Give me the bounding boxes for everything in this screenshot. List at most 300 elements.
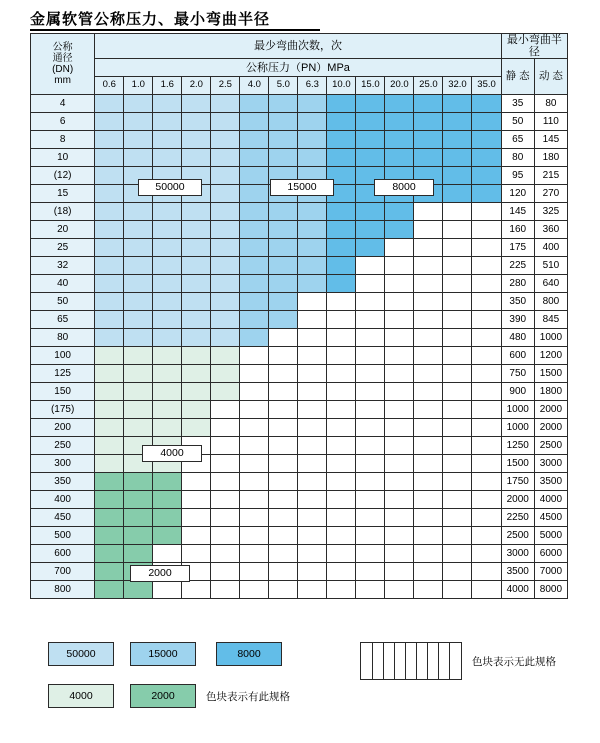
table-row <box>31 365 568 383</box>
bend-cycle-cell <box>95 437 124 455</box>
bend-cycle-cell <box>153 473 182 491</box>
bend-cycle-cell <box>153 329 182 347</box>
bend-cycle-cell <box>298 131 327 149</box>
bend-cycle-cell <box>211 275 240 293</box>
bend-cycle-cell <box>124 239 153 257</box>
pressure-col-header: 6.3 <box>298 77 327 95</box>
bend-cycle-cell <box>356 131 385 149</box>
bend-cycle-cell <box>356 437 385 455</box>
bend-cycle-cell <box>182 581 211 599</box>
static-radius-value: 280 <box>501 275 534 293</box>
bend-cycle-cell <box>385 221 414 239</box>
bend-cycle-cell <box>443 167 472 185</box>
bend-cycle-cell <box>385 491 414 509</box>
dynamic-radius-value: 325 <box>534 203 567 221</box>
bend-cycle-cell <box>327 455 356 473</box>
bend-cycle-cell <box>211 347 240 365</box>
static-radius-value: 2500 <box>501 527 534 545</box>
bend-cycle-cell <box>124 527 153 545</box>
bend-cycle-cell <box>385 383 414 401</box>
bend-cycle-cell <box>414 527 443 545</box>
dn-value: 500 <box>31 527 95 545</box>
pressure-col-header: 15.0 <box>356 77 385 95</box>
legend-swatch-8000: 8000 <box>216 642 282 666</box>
bend-cycle-cell <box>211 491 240 509</box>
bend-cycle-cell <box>124 419 153 437</box>
bend-cycle-cell <box>443 221 472 239</box>
bend-cycle-cell <box>356 527 385 545</box>
bend-cycle-cell <box>211 131 240 149</box>
bend-cycle-cell <box>298 347 327 365</box>
bend-cycle-cell <box>269 257 298 275</box>
bend-cycle-cell <box>240 185 269 203</box>
pressure-col-header: 25.0 <box>414 77 443 95</box>
bend-cycle-cell <box>356 95 385 113</box>
bend-cycle-cell <box>472 167 501 185</box>
bend-cycle-cell <box>153 347 182 365</box>
bend-cycle-cell <box>269 527 298 545</box>
static-radius-value: 750 <box>501 365 534 383</box>
spec-table-wrap <box>30 33 568 599</box>
static-radius-value: 4000 <box>501 581 534 599</box>
bend-cycle-cell <box>443 293 472 311</box>
pressure-col-header: 1.6 <box>153 77 182 95</box>
bend-cycle-cell <box>414 437 443 455</box>
bend-cycle-cell <box>95 347 124 365</box>
bend-cycle-cell <box>443 527 472 545</box>
bend-cycle-cell <box>269 95 298 113</box>
dn-value: 125 <box>31 365 95 383</box>
bend-cycle-cell <box>472 455 501 473</box>
table-row <box>31 95 568 113</box>
static-radius-value: 1000 <box>501 419 534 437</box>
bend-cycle-cell <box>153 257 182 275</box>
bend-cycle-cell <box>211 221 240 239</box>
bend-cycle-cell <box>385 203 414 221</box>
dn-value: 6 <box>31 113 95 131</box>
dynamic-radius-value: 800 <box>534 293 567 311</box>
pressure-col-header: 2.0 <box>182 77 211 95</box>
bend-cycle-cell <box>327 311 356 329</box>
bend-cycle-cell <box>153 113 182 131</box>
dn-label-line-3: (DN) <box>52 64 74 76</box>
table-row <box>31 275 568 293</box>
bend-cycle-cell <box>153 293 182 311</box>
bend-cycle-cell <box>385 563 414 581</box>
bend-cycle-cell <box>95 131 124 149</box>
bend-cycle-cell <box>443 545 472 563</box>
table-header-row-2 <box>31 59 568 77</box>
bend-cycle-cell <box>182 473 211 491</box>
bend-cycle-cell <box>240 401 269 419</box>
bend-cycle-cell <box>240 95 269 113</box>
dn-value: 350 <box>31 473 95 491</box>
bend-cycle-cell <box>298 563 327 581</box>
bend-cycle-cell <box>298 329 327 347</box>
bend-cycle-cell <box>327 365 356 383</box>
bend-cycle-cell <box>124 293 153 311</box>
bend-cycle-cell <box>124 257 153 275</box>
radius-static-header: 静 态 <box>501 59 534 95</box>
bend-cycle-cell <box>472 293 501 311</box>
dn-value: 250 <box>31 437 95 455</box>
static-radius-value: 1000 <box>501 401 534 419</box>
bend-cycle-cell <box>472 311 501 329</box>
bend-cycle-cell <box>95 491 124 509</box>
static-radius-value: 390 <box>501 311 534 329</box>
bend-cycle-cell <box>153 275 182 293</box>
bend-cycle-cell <box>153 419 182 437</box>
static-radius-value: 65 <box>501 131 534 149</box>
bend-cycle-cell <box>153 131 182 149</box>
table-row <box>31 455 568 473</box>
bend-cycle-cell <box>385 455 414 473</box>
bend-cycle-cell <box>240 473 269 491</box>
bend-cycle-cell <box>269 311 298 329</box>
inline-label-15000: 15000 <box>270 179 334 196</box>
bend-cycle-cell <box>153 221 182 239</box>
bend-cycle-cell <box>95 527 124 545</box>
dynamic-radius-value: 215 <box>534 167 567 185</box>
bend-cycle-cell <box>356 455 385 473</box>
bend-cycle-cell <box>414 203 443 221</box>
dn-value: (18) <box>31 203 95 221</box>
bend-cycle-cell <box>95 545 124 563</box>
bend-cycle-cell <box>414 239 443 257</box>
table-row <box>31 383 568 401</box>
bend-cycle-cell <box>95 203 124 221</box>
bend-cycle-cell <box>298 491 327 509</box>
bend-cycle-cell <box>385 131 414 149</box>
bend-cycle-cell <box>443 275 472 293</box>
bend-cycle-cell <box>153 95 182 113</box>
static-radius-value: 1250 <box>501 437 534 455</box>
inline-label-2000: 2000 <box>130 565 190 582</box>
static-radius-value: 145 <box>501 203 534 221</box>
bend-cycle-cell <box>327 509 356 527</box>
bend-cycle-cell <box>240 383 269 401</box>
dynamic-radius-value: 270 <box>534 185 567 203</box>
static-radius-value: 1750 <box>501 473 534 491</box>
dn-header-cell <box>31 34 95 95</box>
bend-cycle-cell <box>211 293 240 311</box>
bend-cycle-cell <box>153 365 182 383</box>
bend-cycle-cell <box>472 581 501 599</box>
radius-dynamic-header: 动 态 <box>534 59 567 95</box>
bend-cycle-cell <box>356 365 385 383</box>
bend-cycle-cell <box>298 275 327 293</box>
bend-cycle-cell <box>95 257 124 275</box>
bend-cycle-cell <box>472 527 501 545</box>
bend-cycle-cell <box>472 491 501 509</box>
bend-cycle-cell <box>385 545 414 563</box>
bend-cycle-cell <box>95 581 124 599</box>
legend <box>30 636 570 726</box>
bend-cycle-cell <box>211 383 240 401</box>
bend-cycle-cell <box>211 473 240 491</box>
static-radius-value: 80 <box>501 149 534 167</box>
bend-cycle-cell <box>182 203 211 221</box>
bend-cycle-cell <box>95 293 124 311</box>
dynamic-radius-value: 110 <box>534 113 567 131</box>
bend-cycle-cell <box>182 419 211 437</box>
bend-cycle-cell <box>356 329 385 347</box>
bend-cycle-cell <box>240 257 269 275</box>
bend-cycle-cell <box>356 113 385 131</box>
bend-cycle-cell <box>472 347 501 365</box>
bend-cycle-cell <box>182 275 211 293</box>
bend-cycle-cell <box>385 401 414 419</box>
bend-cycle-cell <box>182 221 211 239</box>
pressure-col-header: 5.0 <box>269 77 298 95</box>
bend-cycle-cell <box>269 221 298 239</box>
bend-cycle-cell <box>153 149 182 167</box>
bend-cycle-cell <box>182 239 211 257</box>
bend-cycle-cell <box>385 365 414 383</box>
table-row <box>31 131 568 149</box>
dn-value: 65 <box>31 311 95 329</box>
bend-cycle-cell <box>269 239 298 257</box>
bend-cycle-cell <box>327 293 356 311</box>
bend-cycle-cell <box>153 509 182 527</box>
table-row <box>31 239 568 257</box>
bend-cycle-cell <box>298 419 327 437</box>
bend-cycle-cell <box>443 311 472 329</box>
bend-cycle-cell <box>472 419 501 437</box>
bend-cycle-cell <box>414 149 443 167</box>
dynamic-radius-value: 1200 <box>534 347 567 365</box>
bend-cycle-cell <box>298 221 327 239</box>
table-header-row-1 <box>31 34 568 59</box>
dn-value: 40 <box>31 275 95 293</box>
bend-cycle-cell <box>356 347 385 365</box>
dynamic-radius-value: 2000 <box>534 401 567 419</box>
bend-cycle-cell <box>385 239 414 257</box>
table-row <box>31 293 568 311</box>
table-row <box>31 257 568 275</box>
bend-cycle-cell <box>182 545 211 563</box>
bend-cycle-cell <box>414 401 443 419</box>
bend-cycle-cell <box>472 329 501 347</box>
bend-cycle-cell <box>269 473 298 491</box>
bend-cycle-cell <box>298 365 327 383</box>
bend-cycle-cell <box>356 473 385 491</box>
bend-cycle-cell <box>385 257 414 275</box>
bend-cycle-cell <box>269 455 298 473</box>
bend-cycle-cell <box>385 419 414 437</box>
bend-cycle-cell <box>211 545 240 563</box>
bend-cycle-cell <box>472 383 501 401</box>
pressure-col-header: 1.0 <box>124 77 153 95</box>
dynamic-radius-value: 640 <box>534 275 567 293</box>
dn-value: (12) <box>31 167 95 185</box>
bend-cycle-cell <box>211 113 240 131</box>
legend-swatch-15000: 15000 <box>130 642 196 666</box>
legend-no-spec-text: 色块表示无此规格 <box>472 656 556 668</box>
bend-cycle-cell <box>443 347 472 365</box>
bend-cycle-cell <box>153 545 182 563</box>
bend-cycle-cell <box>414 329 443 347</box>
dn-value: 80 <box>31 329 95 347</box>
dn-value: 25 <box>31 239 95 257</box>
bend-cycle-cell <box>356 563 385 581</box>
bend-cycle-cell <box>385 347 414 365</box>
bend-cycle-cell <box>269 383 298 401</box>
bend-cycle-cell <box>211 455 240 473</box>
bend-cycle-cell <box>385 581 414 599</box>
bend-cycle-cell <box>269 293 298 311</box>
bend-cycle-cell <box>327 383 356 401</box>
static-radius-value: 600 <box>501 347 534 365</box>
bend-cycle-cell <box>414 113 443 131</box>
bend-cycle-cell <box>124 221 153 239</box>
bend-cycle-cell <box>472 275 501 293</box>
bend-cycle-cell <box>240 149 269 167</box>
bend-cycle-cell <box>182 491 211 509</box>
bend-cycle-cell <box>472 203 501 221</box>
bend-cycle-cell <box>472 221 501 239</box>
dynamic-radius-value: 1500 <box>534 365 567 383</box>
static-radius-value: 350 <box>501 293 534 311</box>
dn-value: 200 <box>31 419 95 437</box>
pressure-col-header: 4.0 <box>240 77 269 95</box>
bend-cycle-cell <box>472 131 501 149</box>
bend-cycle-cell <box>472 149 501 167</box>
bend-cycle-cell <box>443 509 472 527</box>
bend-cycle-cell <box>95 239 124 257</box>
dynamic-radius-value: 510 <box>534 257 567 275</box>
bend-cycle-cell <box>211 203 240 221</box>
title-underline <box>30 29 320 31</box>
inline-label-4000: 4000 <box>142 445 202 462</box>
bend-cycle-cell <box>269 401 298 419</box>
bend-cycle-cell <box>472 185 501 203</box>
bend-cycle-cell <box>472 545 501 563</box>
bend-cycle-cell <box>414 95 443 113</box>
bend-cycle-cell <box>414 347 443 365</box>
bend-cycle-cell <box>95 563 124 581</box>
dynamic-radius-value: 6000 <box>534 545 567 563</box>
page-title: 金属软管公称压力、最小弯曲半径 <box>30 10 271 28</box>
bend-cycle-cell <box>443 473 472 491</box>
bend-cycle-cell <box>443 239 472 257</box>
bend-cycle-cell <box>124 383 153 401</box>
bend-cycle-cell <box>269 419 298 437</box>
dynamic-radius-value: 7000 <box>534 563 567 581</box>
bend-cycle-cell <box>124 365 153 383</box>
dn-value: 150 <box>31 383 95 401</box>
bend-cycle-cell <box>327 257 356 275</box>
bend-cycle-cell <box>327 239 356 257</box>
bend-cycle-cell <box>443 455 472 473</box>
dynamic-radius-value: 1000 <box>534 329 567 347</box>
static-radius-value: 480 <box>501 329 534 347</box>
bend-cycle-cell <box>95 419 124 437</box>
bend-cycle-cell <box>414 293 443 311</box>
bend-cycle-cell <box>211 509 240 527</box>
bend-cycle-cell <box>240 491 269 509</box>
bend-cycle-cell <box>327 329 356 347</box>
dynamic-radius-value: 4000 <box>534 491 567 509</box>
static-radius-value: 95 <box>501 167 534 185</box>
inline-label-50000: 50000 <box>138 179 202 196</box>
dn-value: 32 <box>31 257 95 275</box>
bend-cycle-cell <box>385 95 414 113</box>
bend-cycle-cell <box>327 563 356 581</box>
dn-value: 10 <box>31 149 95 167</box>
bend-cycle-cell <box>327 401 356 419</box>
bend-cycle-cell <box>269 581 298 599</box>
bend-cycle-cell <box>124 329 153 347</box>
bend-cycle-cell <box>385 329 414 347</box>
bend-cycle-cell <box>240 203 269 221</box>
bend-cycle-cell <box>269 347 298 365</box>
bend-cycle-cell <box>211 185 240 203</box>
bend-cycle-cell <box>443 401 472 419</box>
bend-cycle-cell <box>443 329 472 347</box>
dynamic-radius-value: 4500 <box>534 509 567 527</box>
bend-cycle-cell <box>153 383 182 401</box>
bend-cycle-cell <box>95 365 124 383</box>
bend-cycle-cell <box>385 113 414 131</box>
bend-cycle-cell <box>95 455 124 473</box>
bend-cycle-cell <box>211 365 240 383</box>
bend-cycle-cell <box>240 509 269 527</box>
bend-cycle-cell <box>211 527 240 545</box>
bend-cycle-cell <box>298 437 327 455</box>
bend-cycle-cell <box>327 275 356 293</box>
bend-cycle-cell <box>95 311 124 329</box>
pressure-group-header: 公称压力（PN）MPa <box>95 59 501 77</box>
table-row <box>31 563 568 581</box>
table-row <box>31 221 568 239</box>
bend-cycle-cell <box>269 491 298 509</box>
bend-cycle-cell <box>124 545 153 563</box>
dynamic-radius-value: 360 <box>534 221 567 239</box>
bend-cycle-cell <box>443 131 472 149</box>
bend-cycle-cell <box>298 527 327 545</box>
bend-cycle-cell <box>443 491 472 509</box>
bend-cycle-cell <box>385 473 414 491</box>
bend-cycle-cell <box>298 95 327 113</box>
bend-cycle-cell <box>414 221 443 239</box>
bend-cycle-cell <box>443 257 472 275</box>
dynamic-radius-value: 400 <box>534 239 567 257</box>
bend-cycle-cell <box>95 113 124 131</box>
bend-cycle-cell <box>153 581 182 599</box>
bend-cycle-cell <box>182 365 211 383</box>
bend-cycle-cell <box>269 113 298 131</box>
static-radius-value: 2000 <box>501 491 534 509</box>
bend-cycle-cell <box>95 185 124 203</box>
bend-cycle-cell <box>356 275 385 293</box>
bend-cycle-cell <box>327 95 356 113</box>
static-radius-value: 3000 <box>501 545 534 563</box>
bend-cycle-cell <box>269 365 298 383</box>
bend-cycle-cell <box>124 203 153 221</box>
bend-cycle-cell <box>95 95 124 113</box>
static-radius-value: 160 <box>501 221 534 239</box>
bend-cycle-cell <box>356 239 385 257</box>
bend-cycle-cell <box>182 95 211 113</box>
table-row <box>31 401 568 419</box>
bend-cycle-cell <box>240 527 269 545</box>
bend-cycle-cell <box>95 383 124 401</box>
bend-cycle-cell <box>269 545 298 563</box>
dn-value: (175) <box>31 401 95 419</box>
bend-cycle-cell <box>356 545 385 563</box>
bend-cycle-cell <box>240 455 269 473</box>
